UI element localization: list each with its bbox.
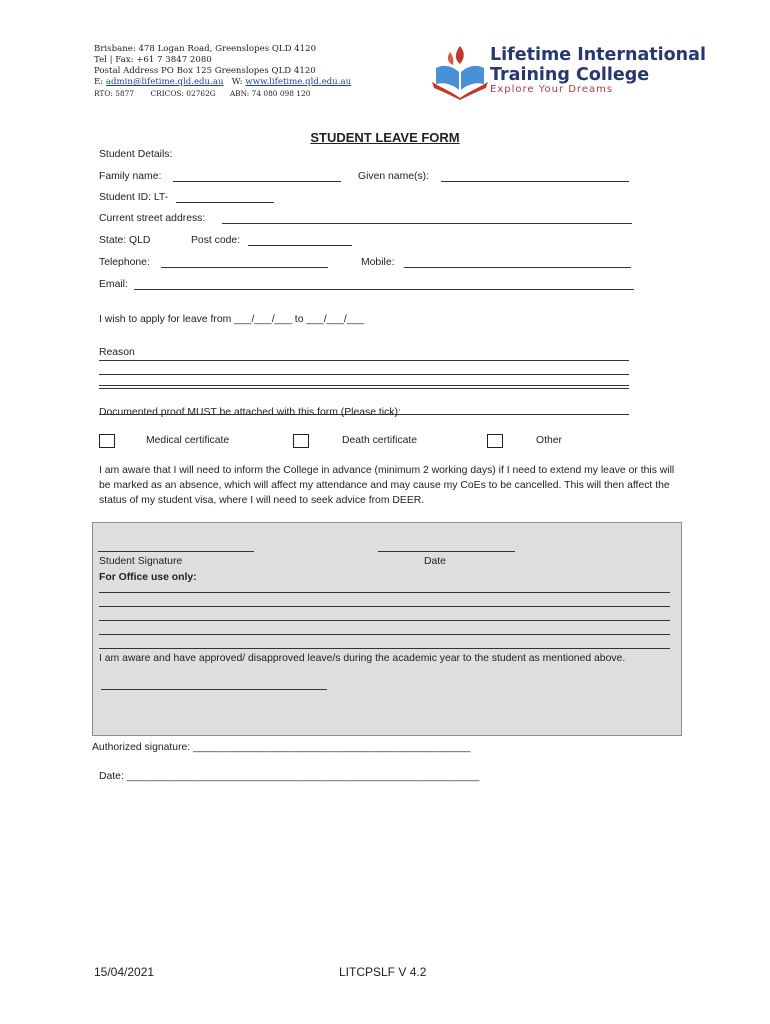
- signature-date-field[interactable]: [378, 551, 515, 552]
- phone-line: Tel | Fax: +61 7 3847 2080: [94, 55, 212, 65]
- postcode-label: Post code:: [191, 235, 241, 246]
- mobile-field[interactable]: [404, 267, 631, 268]
- authorized-signature-line[interactable]: Authorized signature: ________________________________________________: [92, 742, 471, 753]
- email-label: E:: [94, 77, 104, 87]
- student-id-field[interactable]: [176, 202, 274, 203]
- postal-line: Postal Address PO Box 125 Greenslopes QLD 4120: [94, 66, 316, 76]
- other-label: Other: [536, 435, 562, 446]
- reason-line-2[interactable]: [99, 374, 629, 375]
- signature-office-box: [92, 522, 682, 736]
- office-line-3[interactable]: [99, 620, 670, 621]
- proof-instruction: Documented proof MUST be attached with this form (Please tick):: [99, 407, 401, 418]
- web-link[interactable]: www.lifetime.qld.edu.au: [245, 77, 352, 87]
- address-line: Brisbane: 478 Logan Road, Greenslopes QLD 4120: [94, 44, 317, 54]
- leave-dates-text: I wish to apply for leave from ___/___/___ to ___/___/___: [99, 314, 365, 325]
- student-id-label: Student ID: LT-: [99, 192, 169, 203]
- rto-number: RTO: 5877: [94, 89, 135, 98]
- family-name-label: Family name:: [99, 171, 162, 182]
- signature-date-label: Date: [424, 556, 446, 567]
- reason-line-1[interactable]: [99, 360, 629, 361]
- logo-tagline: Explore Your Dreams: [490, 84, 614, 95]
- student-details-heading: Student Details:: [99, 149, 173, 160]
- postcode-field[interactable]: [248, 245, 352, 246]
- footer-date: 15/04/2021: [94, 965, 155, 979]
- medical-certificate-label: Medical certificate: [146, 435, 230, 446]
- office-line-4[interactable]: [99, 634, 670, 635]
- proof-strike-line: [99, 414, 629, 415]
- given-names-label: Given name(s):: [358, 171, 430, 182]
- street-address-label: Current street address:: [99, 213, 206, 224]
- footer-version: LITCPSLF V 4.2: [339, 965, 427, 979]
- other-checkbox[interactable]: [487, 434, 503, 448]
- form-title: STUDENT LEAVE FORM: [310, 130, 460, 145]
- telephone-label: Telephone:: [99, 257, 150, 268]
- medical-certificate-checkbox[interactable]: [99, 434, 115, 448]
- student-signature-field[interactable]: [98, 551, 254, 552]
- reason-line-4[interactable]: [99, 388, 629, 389]
- telephone-field[interactable]: [161, 267, 328, 268]
- date-line[interactable]: Date: _____________________________________________________________: [99, 771, 480, 782]
- email-web-line: [94, 77, 351, 88]
- given-names-field[interactable]: [441, 181, 629, 182]
- office-use-heading: For Office use only:: [99, 572, 197, 583]
- office-line-5[interactable]: [99, 648, 670, 649]
- college-contact-block: [94, 44, 351, 99]
- email-link[interactable]: admin@lifetime.qld.edu.au: [105, 77, 224, 87]
- cricos-number: CRICOS: 02762G: [150, 89, 216, 98]
- death-certificate-checkbox[interactable]: [293, 434, 309, 448]
- logo-line-2: Training College: [490, 65, 650, 85]
- reason-line-3[interactable]: [99, 385, 629, 386]
- street-address-field[interactable]: [222, 223, 632, 224]
- death-certificate-label: Death certificate: [342, 435, 418, 446]
- state-label: State: QLD: [99, 235, 151, 246]
- mobile-label: Mobile:: [361, 257, 395, 268]
- abn-number: ABN: 74 080 098 120: [229, 89, 311, 98]
- email-label: Email:: [99, 279, 128, 290]
- logo-line-1: Lifetime International: [490, 45, 706, 65]
- email-field[interactable]: [134, 289, 634, 290]
- college-logo: [430, 42, 706, 102]
- family-name-field[interactable]: [173, 181, 341, 182]
- office-line-2[interactable]: [99, 606, 670, 607]
- logo-name: [490, 45, 706, 85]
- approver-signature-field[interactable]: [101, 689, 327, 690]
- student-signature-label: Student Signature: [99, 556, 183, 567]
- web-label: W:: [231, 77, 243, 87]
- book-flame-logo-icon: [430, 42, 490, 100]
- office-line-1[interactable]: [99, 592, 670, 593]
- awareness-paragraph: I am aware that I will need to inform the College in advance (minimum 2 working days) if I need to extend my leave or this will be marked as an absence, which will affect my attendance and may cause my CoEs to be cancelled. This will then affect the status of my student visa, where I will need to seek advice from DEER.: [99, 465, 675, 506]
- approval-statement: I am aware and have approved/ disapproved leave/s during the academic year to the student as mentioned above.: [99, 653, 626, 664]
- registration-line: [94, 88, 351, 99]
- reason-label: Reason: [99, 347, 135, 358]
